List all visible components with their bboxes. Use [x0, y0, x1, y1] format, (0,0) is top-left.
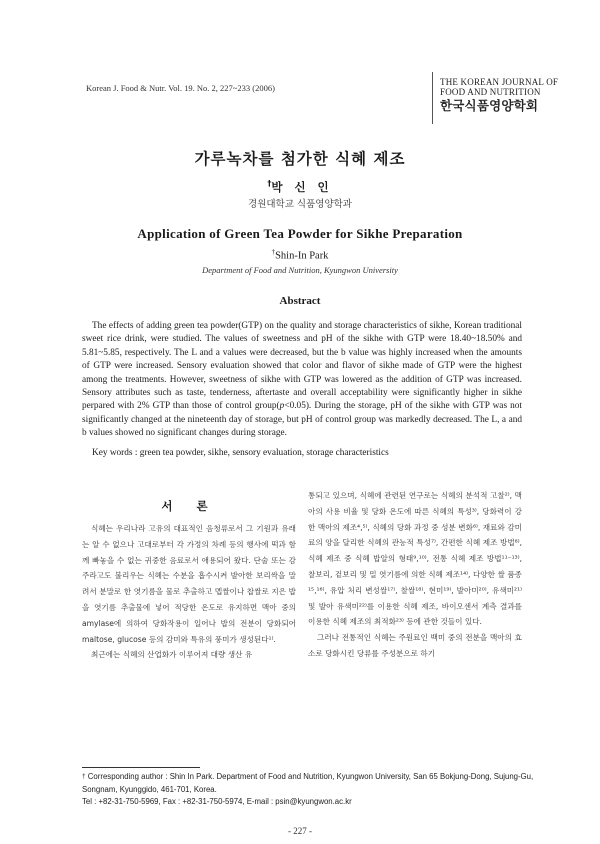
abstract-body — [82, 320, 522, 441]
abstract-text-1: The effects of adding green tea powder(GTP) on the quality and storage characteristics of sikhe, Korean traditional sweet rice drink, were studied. The values of sweetness and pH of the sikhe with GTP were 18.40~18.50% and 5.81~5.85, respectively. The L and a values were decreased, but the b value was highly increased when the amounts of GTP were increased. Sensory evaluation showed that color and flavor of sikhe made of GTP were the highest among the treatments. However, sweetness of sikhe with GTP was lowered as the addition of GTP was increased. Sensory attributes such as taste, tenderness, aftertaste and overall acceptability were significantly higher in sikhe perpared with 2% GTP than those of control group( — [82, 321, 522, 412]
english-title: Application of Green Tea Powder for Sikhe Preparation — [137, 226, 463, 241]
english-author — [0, 248, 600, 262]
left-column — [82, 521, 296, 663]
author-dagger-kr: † — [267, 179, 272, 189]
paragraph: 그러나 전통적인 식혜는 주원료인 백미 중의 전분을 맥아의 효소로 당화시킨 당류를 주성분으로 하기 — [308, 633, 522, 658]
english-affiliation: Department of Food and Nutrition, Kyungwon University — [202, 265, 398, 275]
citation-line: Korean J. Food & Nutr. Vol. 19. No. 2, 227~233 (2006) — [86, 83, 275, 93]
korean-author-name: 박 신 인 — [271, 180, 333, 194]
footnote-line2: Tel : +82-31-750-5969, Fax : +82-31-750-5974, E-mail : psin@kyungwon.ac.kr — [82, 797, 352, 806]
korean-author — [0, 179, 600, 195]
footnote-line1-text: Corresponding author : Shin In Park. Department of Food and Nutrition, Kyungwon University, San 65 Bokjung-Dong, Sujung-Gu, Songnam, Kyunggido, 461-701, Korea. — [82, 772, 534, 794]
paragraph: 식혜는 우리나라 고유의 대표적인 음청류로서 그 기원과 유래는 알 수 없으나 고대로부터 각 가정의 차례 등의 행사에 떡과 함께 빠놓을 수 없는 귀중한 음료로서 애용되어 왔다. 단술 또는 감주라고도 불리우는 식혜는 수분을 흡수시켜 발아한 보리싹을 말려서 분말로 한 엿기름을 물로 추출하고 멥쌀이나 찹쌀로 지은 밥을 엿기름 추출물에 넣어 적당한 온도로 유지하면 맥아 중의 amylase에 의하여 당화작용이 일어나 밥의 전분이 당화되어 maltose, glucose 등의 감미와 특유의 풍미가 생성된다¹⁾. — [82, 524, 296, 644]
footnote-divider — [82, 767, 200, 768]
abstract-heading: Abstract — [279, 295, 321, 307]
journal-name-kr: 한국식품영양학회 — [440, 98, 539, 113]
abstract-text-2: <0.05). During the storage, pH of the sikhe with GTP was not significantly changed at the nineteenth day of storage, but pH of control group was markedly decreased. The L, a and b values showed no significant changes during storage. — [82, 401, 522, 439]
footnote-star: † — [82, 773, 86, 780]
journal-name-line1: THE KOREAN JOURNAL OF — [440, 77, 559, 87]
english-author-name: Shin-In Park — [275, 250, 329, 262]
keywords: Key words : green tea powder, sikhe, sensory evaluation, storage characteristics — [92, 448, 389, 458]
header-divider — [432, 72, 433, 124]
paragraph: 최근에는 식혜의 산업화가 이루어져 대량 생산 유 — [91, 650, 253, 660]
section-heading-introduction: 서 론 — [161, 499, 218, 513]
journal-name-line2: FOOD AND NUTRITION — [440, 87, 541, 97]
author-dagger-en: † — [271, 248, 276, 256]
footnote — [82, 771, 542, 809]
right-column — [308, 488, 522, 662]
page-number: - 227 - — [288, 826, 312, 836]
journal-logo — [440, 77, 570, 114]
footnote-line1 — [82, 771, 542, 796]
korean-title: 가루녹차를 첨가한 식혜 제조 — [194, 150, 406, 168]
korean-affiliation: 경원대학교 식품영양학과 — [248, 199, 352, 210]
paragraph: 통되고 있으며, 식혜에 관련된 연구로는 식혜의 분석적 고찰²⁾, 맥아의 사용 비율 및 당화 온도에 따른 식혜의 특성³⁾, 당화력이 강한 맥아의 제조⁴,⁵⁾, 식혜의 당화 과정 중 성분 변화⁶⁾, 재료와 감미료의 양을 달리한 식혜의 관능적 특성⁷⁾, 간편한 식혜 제조 방법⁸⁾, 식혜 제조 중 식혜 밥알의 형태⁹,¹⁰⁾, 전통 식혜 제조 방법¹¹⁻¹³⁾, 찰보리, 겉보리 및 밀 엿기름에 의한 식혜 제조¹⁴⁾, 다양한 쌀 품종¹⁵,¹⁶⁾, 유압 처리 변성쌀¹⁷⁾, 찰쌀¹⁸⁾, 현미¹⁹⁾, 발아미²⁰⁾, 유색미²¹⁾ 및 발아 유색미²²⁾를 이용한 식혜 제조, 바이오센서 계측 결과를 이용한 식혜 제조의 최적화²³⁾ 등에 관한 것들이 있다. — [308, 491, 522, 627]
abstract-p-symbol: p — [279, 401, 285, 412]
